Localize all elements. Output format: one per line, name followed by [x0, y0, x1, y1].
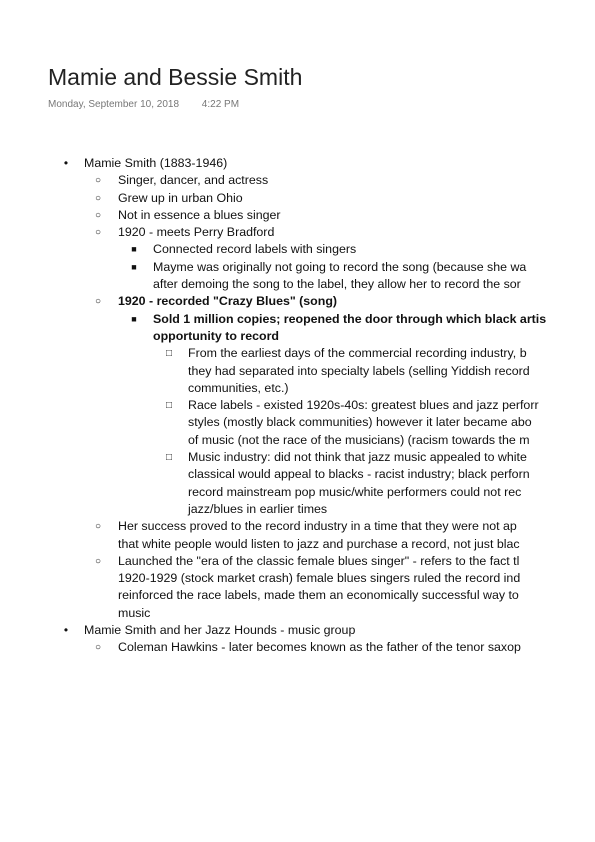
outline-text: Not in essence a blues singer [118, 207, 281, 222]
outline-text: Singer, dancer, and actress [118, 173, 269, 188]
outline-text: they had separated into specialty labels (selling Yiddish record [188, 363, 530, 378]
outline-text: Launched the "era of the classic female blues singer" - refers to the fact tl [118, 553, 520, 568]
hollow-circle-bullet-icon: ○ [94, 227, 102, 239]
outline-text: reinforced the race labels, made them an economically successful way to [118, 588, 519, 603]
outline-text: Music industry: did not think that jazz music appealed to white [188, 450, 527, 465]
outline-text: From the earliest days of the commercial recording industry, b [188, 346, 527, 361]
outline-line [0, 484, 595, 501]
outline-line [0, 172, 595, 189]
outline-line [0, 311, 595, 328]
outline-text: Coleman Hawkins - later becomes known as the father of the tenor saxop [118, 640, 521, 655]
hollow-circle-bullet-icon: ○ [94, 642, 102, 654]
page-title: Mamie and Bessie Smith [48, 64, 303, 90]
outline-line [0, 553, 595, 570]
filled-square-bullet-icon: ■ [131, 244, 137, 255]
outline-text: that white people would listen to jazz and purchase a record, not just blac [118, 536, 520, 551]
outline-line [0, 259, 595, 276]
filled-square-bullet-icon: ■ [131, 313, 137, 324]
outline-text: styles (mostly black communities) however it later became abo [188, 415, 532, 430]
hollow-circle-bullet-icon: ○ [94, 296, 102, 308]
hollow-square-bullet-icon: □ [165, 452, 173, 464]
hollow-circle-bullet-icon: ○ [94, 555, 102, 567]
outline-text: 1920 - meets Perry Bradford [118, 225, 275, 240]
outline-text: opportunity to record [153, 328, 279, 343]
outline-line [0, 570, 595, 587]
outline-text: Mamie Smith and her Jazz Hounds - music group [84, 623, 356, 638]
outline-text: after demoing the song to the label, they allow her to record the sor [153, 277, 521, 292]
outline-line [0, 536, 595, 553]
outline-text: classical would appeal to blacks - racist industry; black perforn [188, 467, 530, 482]
hollow-circle-bullet-icon: ○ [94, 521, 102, 533]
outline-text: Connected record labels with singers [153, 242, 357, 257]
outline-text: Her success proved to the record industry in a time that they were not ap [118, 519, 517, 534]
hollow-circle-bullet-icon: ○ [94, 209, 102, 221]
outline-line [0, 155, 595, 172]
outline-line [0, 587, 595, 604]
hollow-square-bullet-icon: □ [165, 348, 173, 360]
outline-line [0, 190, 595, 207]
outline-line [0, 207, 595, 224]
outline-text: 1920 - recorded "Crazy Blues" (song) [118, 294, 338, 309]
outline-line [0, 414, 595, 431]
outline-line [0, 380, 595, 397]
outline-text: Sold 1 million copies; reopened the door through which black artis [153, 311, 547, 326]
hollow-circle-bullet-icon: ○ [94, 192, 102, 204]
outline-line [0, 345, 595, 362]
outline-text: Mayme was originally not going to record the song (because she wa [153, 259, 527, 274]
outline-line [0, 397, 595, 414]
outline-line [0, 224, 595, 241]
filled-circle-bullet-icon: • [63, 623, 69, 638]
page-time: 4:22 PM [201, 99, 240, 110]
outline-text: Mamie Smith (1883-1946) [84, 156, 228, 170]
outline-line [0, 449, 595, 466]
outline-line [0, 622, 595, 639]
outline-line [0, 293, 595, 310]
hollow-square-bullet-icon: □ [165, 400, 173, 412]
outline-text: record mainstream pop music/white performers could not rec [188, 484, 522, 499]
outline-line [0, 432, 595, 449]
outline-text: Grew up in urban Ohio [118, 190, 243, 205]
outline-line [0, 466, 595, 483]
filled-circle-bullet-icon: • [63, 156, 69, 170]
page-date: Monday, September 10, 2018 [48, 99, 180, 110]
outline-line [0, 501, 595, 518]
outline-text: communities, etc.) [188, 380, 289, 395]
outline-line [0, 605, 595, 622]
outline-text: jazz/blues in earlier times [188, 501, 328, 516]
outline-line [0, 276, 595, 293]
outline-text: of music (not the race of the musicians) (racism towards the m [188, 432, 530, 447]
outline-line [0, 328, 595, 345]
outline-line [0, 639, 595, 656]
notes-outline [0, 155, 595, 657]
outline-line [0, 363, 595, 380]
page-timestamp [48, 99, 239, 110]
outline-line [0, 518, 595, 535]
outline-text: Race labels - existed 1920s-40s: greatest blues and jazz perforr [188, 398, 539, 413]
filled-square-bullet-icon: ■ [131, 261, 137, 272]
outline-line [0, 241, 595, 258]
outline-text: 1920-1929 (stock market crash) female blues singers ruled the record ind [118, 571, 521, 586]
hollow-circle-bullet-icon: ○ [94, 175, 102, 187]
outline-text: music [118, 605, 151, 620]
